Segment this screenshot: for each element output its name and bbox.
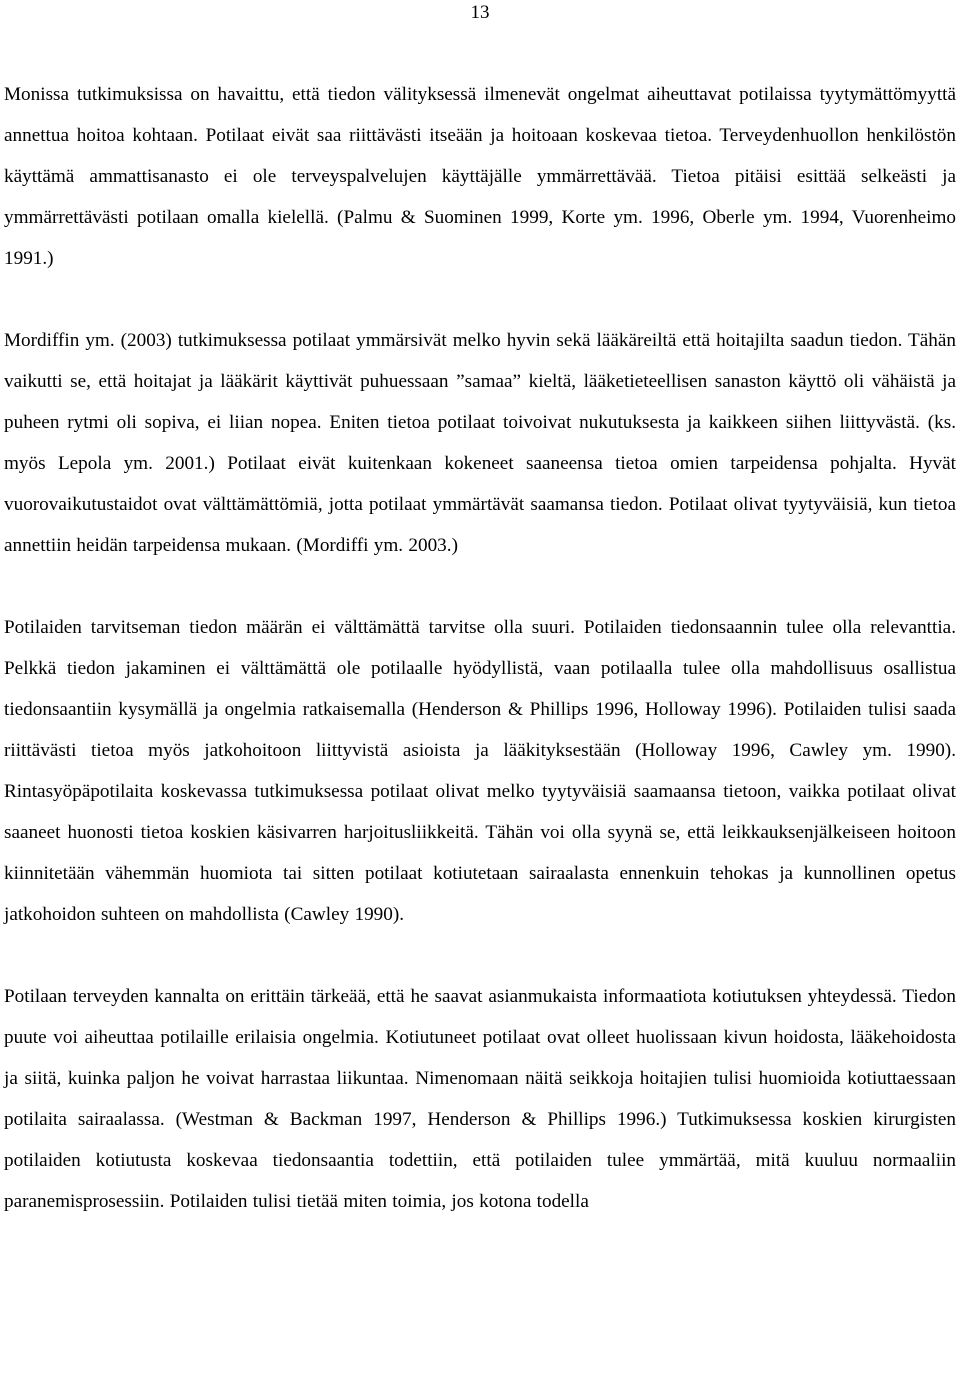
- paragraph-3: Potilaiden tarvitseman tiedon määrän ei välttämättä tarvitse olla suuri. Potilaiden tiedonsaannin tulee olla relevanttia. Pelkkä tiedon jakaminen ei välttämättä ole potilaalle hyödyllistä, vaan potilaalla tulee olla mahdollisuus osallistua tiedonsaantiin kysymällä ja ongelmia ratkaisemalla (Henderson & Phillips 1996, Holloway 1996). Potilaiden tulisi saada riittävästi tietoa myös jatkohoitoon liittyvistä asioista ja lääkityksestään (Holloway 1996, Cawley ym. 1990). Rintasyöpäpotilaita koskevassa tutkimuksessa potilaat olivat melko tyytyväisiä saamaansa tietoon, vaikka potilaat olivat saaneet huonosti tietoa koskien käsivarren harjoitusliikkeitä. Tähän voi olla syynä se, että leikkauksenjälkeiseen hoitoon kiinnitetään vähemmän huomiota tai sitten potilaat kotiutetaan sairaalasta ennenkuin tehokas ja kunnollinen opetus jatkohoidon suhteen on mahdollista (Cawley 1990).: [4, 617, 956, 925]
- page-number: 13: [470, 2, 490, 23]
- document-body: [4, 74, 956, 1222]
- paragraph-4: Potilaan terveyden kannalta on erittäin tärkeää, että he saavat asianmukaista informaatiota kotiutuksen yhteydessä. Tiedon puute voi aiheuttaa potilaille erilaisia ongelmia. Kotiutuneet potilaat ovat olleet huolissaan kivun hoidosta, lääkehoidosta ja siitä, kuinka paljon he voivat harrastaa liikuntaa. Nimenomaan näitä seikkoja hoitajien tulisi huomioida kotiuttaessaan potilaita sairaalassa. (Westman & Backman 1997, Henderson & Phillips 1996.) Tutkimuksessa koskien kirurgisten potilaiden kotiutusta koskevaa tiedonsaantia todettiin, että potilaiden tulee ymmärtää, mitä kuuluu normaaliin paranemisprosessiin. Potilaiden tulisi tietää miten toimia, jos kotona todella: [4, 986, 956, 1212]
- paragraph-2: Mordiffin ym. (2003) tutkimuksessa potilaat ymmärsivät melko hyvin sekä lääkäreiltä että hoitajilta saadun tiedon. Tähän vaikutti se, että hoitajat ja lääkärit käyttivät puhuessaan ”samaa” kieltä, lääketieteellisen sanaston käyttö oli vähäistä ja puheen rytmi oli sopiva, ei liian nopea. Eniten tietoa potilaat toivoivat nukutuksesta ja kaikkeen siihen liittyvästä. (ks. myös Lepola ym. 2001.) Potilaat eivät kuitenkaan kokeneet saaneensa tietoa omien tarpeidensa pohjalta. Hyvät vuorovaikutustaidot ovat välttämättömiä, jotta potilaat ymmärtävät saamansa tiedon. Potilaat olivat tyytyväisiä, kun tietoa annettiin heidän tarpeidensa mukaan. (Mordiffi ym. 2003.): [4, 330, 956, 556]
- paragraph-1: Monissa tutkimuksissa on havaittu, että tiedon välityksessä ilmenevät ongelmat aiheuttavat potilaissa tyytymättömyyttä annettua hoitoa kohtaan. Potilaat eivät saa riittävästi itseään ja hoitoaan koskevaa tietoa. Terveydenhuollon henkilöstön käyttämä ammattisanasto ei ole terveyspalvelujen käyttäjälle ymmärrettävää. Tietoa pitäisi esittää selkeästi ja ymmärrettävästi potilaan omalla kielellä. (Palmu & Suominen 1999, Korte ym. 1996, Oberle ym. 1994, Vuorenheimo 1991.): [4, 84, 956, 269]
